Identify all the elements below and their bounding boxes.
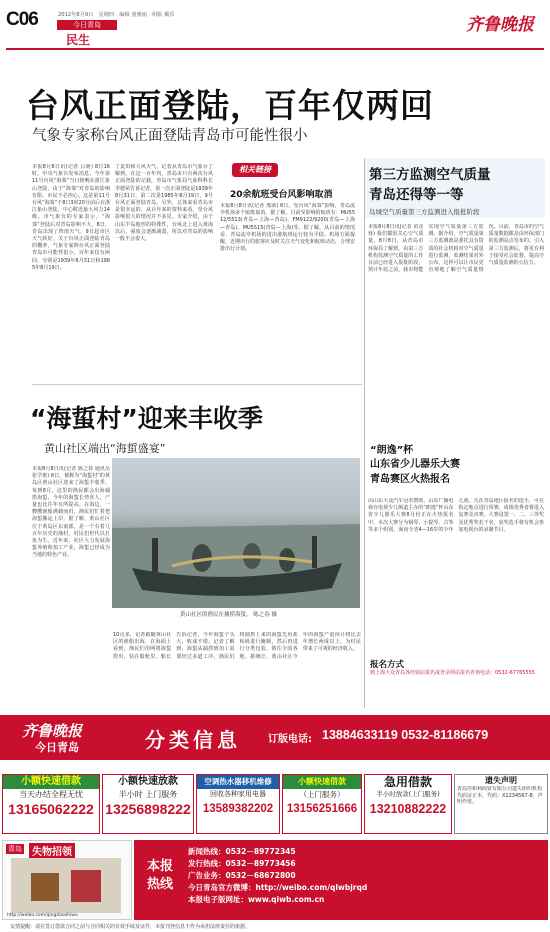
lost-found-box: [2, 840, 132, 920]
contact-news: 新闻热线：0532－89772345: [188, 847, 296, 856]
contact-distribution: 发行热线：0532－89773456: [188, 859, 296, 868]
fishing-boat-photo: [112, 458, 360, 608]
ad-body: 半小时放款(上门服务): [376, 790, 440, 798]
lost-found-city: 青岛: [8, 845, 22, 853]
lost-found-title: 失物招领: [29, 843, 75, 858]
ad-body: （上门服务）: [299, 790, 345, 799]
air-title-1: 第三方监测空气质量: [369, 167, 491, 183]
ad-appliance: [196, 774, 280, 834]
section-title: 民生: [66, 33, 91, 47]
hotline-section-title: [140, 858, 180, 894]
contest-title-2: 山东省少儿器乐大赛: [370, 459, 460, 470]
lead-body-left: 本报8月8日讯(记者 吕萌) 8日16时，中央气象台发布消息，今年第11号台风“海葵”当日傍晚在浙江象山登陆，由于“海葵”对青岛的影响有限，市民不必担心。这是第11号台风“海葵”于8日3时20分前后在浙江象山登陆，中心附近最大风力14级。市气象台的专家表示，“海葵”登陆后对青岛影响不大，8日，青岛出现了阵雨天气，9日起市区天气转好。关于台风正面登陆青岛的概率，气象专家称台风正面登陆青岛市可能性很小，百年来仅有两回，分别是1939年8月31日和1985年8月19日。: [32, 164, 110, 271]
ad-phone: 13256898222: [105, 801, 191, 817]
contest-signup-text: 到上海大众青岛各经销店报名或登录网站报名咨询电话：0532-67765555: [370, 670, 535, 676]
haixie-subhead: 黄山社区端出“海蜇盛宴”: [44, 442, 166, 455]
classified-logo-sub: 今日青岛: [35, 741, 79, 754]
photo-caption: 黄山社区的渔民在捕捞海蜇。 陈之春 摄: [180, 612, 277, 618]
haixie-body-bottom: 10点多，记者跟随黄山社区的渔船出海，在海面上看到，渔民们用网将海蜇捞出，装在船舱里。船长告诉记者，今年海蜇个头大，收成不错。记者了解到，海蜇从捕捞到加工需要经过多道工序，渔民们将捕捞上来的海蜇先用盐和矾进行腌制，然后再进行分类包装，销往全国各地。据统计，黄山社区今年的海蜇产量预计将比去年增长两成以上，为村民带来了可观的经济收入。: [113, 632, 361, 660]
ad-loan-1: [2, 774, 100, 834]
ad-phone: 13165062222: [8, 801, 94, 817]
ad-head: 小额快速放款: [103, 775, 193, 789]
ad-head: 急用借款: [365, 775, 451, 789]
related-link-title: 20余航班受台风影响取消: [230, 190, 333, 200]
related-link-kicker: 相关链接: [232, 163, 278, 177]
lost-found-url[interactable]: http://weibo.com/qingdaoshiwu: [7, 913, 78, 918]
ad-body: 当天办结全程无忧: [19, 790, 83, 799]
lead-subhead: 气象专家称台风正面登陆青岛市可能性很小: [32, 128, 308, 144]
lost-notice: [454, 774, 548, 834]
ad-head: 小额快速借款: [283, 775, 361, 789]
haixie-body: 本报8月8日讯(记者 陈之春 通讯员 张学惠) 8日，被称为“海蜇村”的黄岛区黄山社区迎来了海蜇丰收季。每到8月，这里的渔民都会出海捕捞海蜇，今年的海蜇长势喜人，产量也比往年有所提高。在海边，一艘艘渔船满载而归，渔民们忙着把海蜇搬运上岸。据了解，黄山社区位于黄岛区东南部，是一个有着几百年历史的渔村，村民们世代以打鱼为生。近年来，社区大力发展海蜇养殖和加工产业，海蜇已经成为当地的特色产业。: [32, 466, 110, 559]
ad-head: 空调热水器移机维修: [197, 775, 279, 789]
ad-phone: 13589382202: [202, 803, 274, 815]
ad-loan-3: [282, 774, 362, 834]
lost-found-photo: [11, 858, 121, 913]
ad-body: 回收各种家用电器: [210, 790, 266, 798]
hotline-section-label: 本报 热线: [146, 859, 173, 892]
section-tag: 今日青岛: [57, 20, 117, 30]
contest-body: 由山东大众汽车冠名赞助，山东广播电视台电视少儿频道主办的“朗逸”杯山东省少儿器乐大赛8月份正在火热报名中。本次大赛分为钢琴、小提琴、古筝等多个组别，面向全省4—16岁的少年儿童。凡在青岛地区报名的选手，可在指定地点进行预赛，成绩优秀者将进入复赛及决赛。大赛设置一、二、三等奖及优秀奖若干名，获奖选手将有机会参加电视台的录制节目。: [368, 498, 544, 533]
contest-title-1: “朗逸”杯: [370, 445, 414, 456]
lead-body-mid: 了麦田和大风天气。记者从青岛市气象台了解到，在这一百年内，青岛市只有两次台风正面登陆的记载，青岛市气象局气象科科长李德荣告诉记者，第一次正面登陆是1939年8月31日，第二次是1985年8月19日，9号台风正面登陆青岛。另外，总体来看青岛市是很幸运的。从百年来的资料来看，受台风影响很大的情况并不多见。专家介绍，由于山东半岛地形的特殊性，台风北上进入黄海以后，强度会逐渐减弱，所以对青岛的影响一般不会很大。: [115, 164, 213, 243]
ad-loan-2: [102, 774, 194, 834]
classified-logo: 齐鲁晚报: [22, 722, 83, 740]
ad-urgent-loan: [364, 774, 452, 834]
air-subhead: 岛城空气质量第三方监测进入报批阶段: [369, 208, 480, 216]
hotline-number: 13884633119 0532-81186679: [322, 728, 489, 742]
contest-signup-label: 报名方式: [370, 660, 405, 670]
classified-title: 分类信息: [145, 728, 241, 752]
hotline-label: 订版电话:: [268, 734, 312, 745]
contacts-list: [188, 846, 528, 906]
lead-headline: 台风正面登陆，百年仅两回: [26, 86, 434, 125]
disclaimer: 友情提醒：请在签订借款合同之前与合同相关的有效手续及证件，本报刊登信息不作为承担法律责任的依据。: [10, 924, 251, 930]
notice-title: 遗失声明: [485, 776, 517, 785]
air-body: 本报8月8日讯(记者 苗彦蓉) 我们都很关心空气质量。8月8日，从青岛市环保局了解到，由第三方机构监测空气质量的工作目前已经进入报批阶段，预计年底之前，我市将能实现空气质量第三方监测。据介绍，空气质量第三方监测就是委托具有资质的社会机构对空气质量进行监测，监测结果对外公布，这样可以让市民更直观地了解空气质量情况。目前，青岛市的空气质量数据都是由环保部门的监测站点发布的。引入第三方监测后，将更有利于接受社会监督，提高空气质量监测的公信力。: [368, 224, 544, 274]
boat-illustration: [112, 458, 360, 608]
notice-body: 青岛佳和利商贸有限公司遗失组织机构代码证正本，代码：X1234567-8，声明作废。: [457, 786, 543, 806]
related-link-body: 本报8月8日讯(记者 邢梁) 8日，受台风“海葵”影响，青岛流亭机场多个航班取消。据了解，目前受影响的航班有：MU5512/5513(青岛—上海—青岛)、FM9122/9200(青岛—上海—青岛)、MU5515(青岛—上海)等。据了解，从目前的情况看，青岛流亭机场的进出港航班运行较为平稳。机场方面提醒，近期出行的旅客应及时关注天气变化和航班动态，合理安排出行计划。: [220, 203, 355, 253]
contact-epaper[interactable]: 本报电子版网址：www.qiwb.com.cn: [188, 895, 325, 904]
ad-phone: 13210882222: [369, 802, 447, 816]
logo: 齐鲁晚报: [466, 15, 534, 35]
ad-body: 半小时 上门服务: [118, 790, 178, 799]
haixie-headline: “海蜇村”迎来丰收季: [30, 404, 263, 433]
contact-ads: 广告业务：0532－68672800: [188, 871, 296, 880]
ad-phone: 13156251666: [286, 803, 358, 815]
date-line: 2012年8月9日 星期四 编辑 童雅丽 组版 戴乐: [58, 12, 175, 18]
page-code: C06: [6, 9, 38, 30]
contact-weibo[interactable]: 今日青岛官方微博：http://weibo.com/qlwbjrqd: [188, 883, 368, 892]
contest-title-3: 青岛赛区火热报名: [370, 474, 450, 485]
ad-head: 小额快速借款: [3, 775, 99, 789]
air-title-2: 青岛还得等一等: [369, 187, 464, 203]
